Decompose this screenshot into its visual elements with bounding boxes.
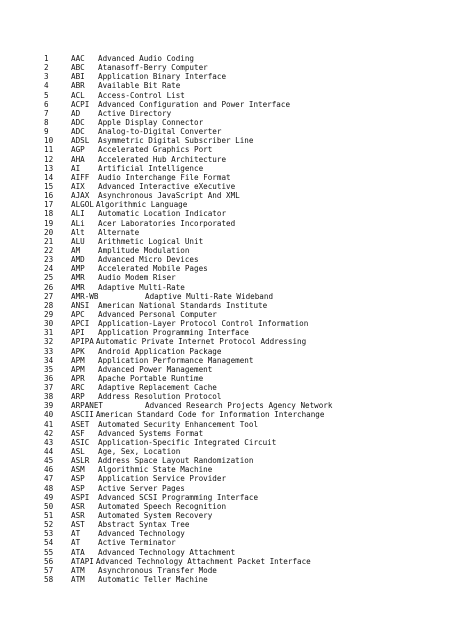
row-number: 26: [44, 282, 54, 292]
list-item: [44, 292, 332, 301]
acronym: ABR: [71, 81, 85, 91]
list-item: [44, 410, 332, 419]
acronym: ASF: [71, 428, 85, 438]
acronym-definition: Abstract Syntax Tree: [98, 520, 190, 530]
list-item: [44, 145, 332, 154]
acronym: ASIC: [71, 437, 90, 447]
acronym: ASR: [71, 501, 85, 511]
row-number: 32: [44, 337, 54, 347]
list-item: [44, 246, 332, 255]
acronym-definition: Automated System Recovery: [98, 511, 213, 521]
row-number: 48: [44, 483, 54, 493]
acronym: APM: [71, 364, 85, 374]
list-item: [44, 182, 332, 191]
acronym: AHA: [71, 154, 85, 164]
acronym: ARP: [71, 392, 85, 402]
acronym: AMP: [71, 264, 85, 274]
acronym: ACL: [71, 90, 85, 100]
list-item: [44, 538, 332, 547]
acronym-definition: Adaptive Multi-Rate Wideband: [145, 291, 274, 301]
row-number: 18: [44, 209, 54, 219]
acronym: ASPI: [71, 492, 90, 502]
acronym: AM: [71, 245, 81, 255]
acronym-definition: Automated Speech Recognition: [98, 501, 227, 511]
acronym-definition: Advanced Technology: [98, 529, 185, 539]
acronym: ASP: [71, 483, 85, 493]
acronym-definition: Asynchronous JavaScript And XML: [98, 191, 240, 201]
acronym: ABI: [71, 72, 85, 82]
row-number: 37: [44, 383, 54, 393]
row-number: 16: [44, 191, 54, 201]
row-number: 50: [44, 501, 54, 511]
acronym-definition: Access-Control List: [98, 90, 185, 100]
list-item: [44, 356, 332, 365]
acronym: AGP: [71, 145, 85, 155]
acronym: ABC: [71, 63, 85, 73]
list-item: [44, 54, 332, 63]
row-number: 31: [44, 328, 54, 338]
acronym-definition: Accelerated Graphics Port: [98, 145, 213, 155]
row-number: 57: [44, 565, 54, 575]
acronym-definition: Automatic Location Indicator: [98, 209, 227, 219]
row-number: 12: [44, 154, 54, 164]
acronym-definition: Advanced SCSI Programming Interface: [98, 492, 259, 502]
acronym-definition: Address Space Layout Randomization: [98, 456, 254, 466]
row-number: 39: [44, 401, 54, 411]
list-item: [44, 456, 332, 465]
acronym-definition: Accelerated Hub Architecture: [98, 154, 227, 164]
row-number: 45: [44, 456, 54, 466]
list-item: [44, 328, 332, 337]
acronym: ASL: [71, 447, 85, 457]
list-item: [44, 310, 332, 319]
acronym-definition: Acer Laboratories Incorporated: [98, 218, 236, 228]
row-number: 52: [44, 520, 54, 530]
acronym-definition: Application-Layer Protocol Control Information: [98, 319, 309, 329]
acronym: AIFF: [71, 172, 90, 182]
row-number: 41: [44, 419, 54, 429]
list-item: [44, 347, 332, 356]
row-number: 36: [44, 373, 54, 383]
list-item: [44, 438, 332, 447]
list-item: [44, 447, 332, 456]
list-item: [44, 209, 332, 218]
list-item: [44, 383, 332, 392]
acronym-definition: Algorithmic State Machine: [98, 465, 213, 475]
row-number: 11: [44, 145, 54, 155]
row-number: 2: [44, 63, 49, 73]
row-number: 30: [44, 319, 54, 329]
row-number: 58: [44, 575, 54, 585]
acronym-definition: Analog-to-Digital Converter: [98, 127, 222, 137]
list-item: [44, 155, 332, 164]
list-item: [44, 465, 332, 474]
list-item: [44, 557, 332, 566]
list-item: [44, 484, 332, 493]
acronym-definition: Apache Portable Runtime: [98, 373, 204, 383]
list-item: [44, 283, 332, 292]
acronym-definition: Advanced Interactive eXecutive: [98, 181, 236, 191]
acronym: ALGOL: [71, 200, 94, 210]
list-item: [44, 429, 332, 438]
list-item: [44, 237, 332, 246]
acronym-definition: Active Server Pages: [98, 483, 185, 493]
list-item: [44, 81, 332, 90]
acronym-definition: Adaptive Replacement Cache: [98, 383, 217, 393]
acronym: ATM: [71, 565, 85, 575]
list-item: [44, 164, 332, 173]
acronym: APK: [71, 346, 85, 356]
acronym: APM: [71, 355, 85, 365]
row-number: 53: [44, 529, 54, 539]
acronym-definition: Audio Modem Riser: [98, 273, 176, 283]
list-item: [44, 91, 332, 100]
row-number: 7: [44, 108, 49, 118]
row-number: 54: [44, 538, 54, 548]
acronym-definition: Arithmetic Logical Unit: [98, 236, 204, 246]
list-item: [44, 511, 332, 520]
acronym-definition: Automated Security Enhancement Tool: [98, 419, 259, 429]
acronym-definition: Advanced Research Projects Agency Network: [145, 401, 333, 411]
acronym-definition: Available Bit Rate: [98, 81, 181, 91]
list-item: [44, 127, 332, 136]
acronym-list: [44, 54, 332, 584]
row-number: 33: [44, 346, 54, 356]
acronym: ADC: [71, 127, 85, 137]
list-item: [44, 502, 332, 511]
acronym: APIPA: [71, 337, 94, 347]
acronym: AT: [71, 538, 81, 548]
list-item: [44, 264, 332, 273]
acronym: ASCII: [71, 410, 94, 420]
row-number: 6: [44, 99, 49, 109]
acronym-definition: Advanced Personal Computer: [98, 309, 217, 319]
acronym: ALi: [71, 218, 85, 228]
acronym: ALU: [71, 236, 85, 246]
list-item: [44, 301, 332, 310]
acronym: ARC: [71, 383, 85, 393]
list-item: [44, 173, 332, 182]
list-item: [44, 228, 332, 237]
acronym: AAC: [71, 54, 85, 63]
acronym-definition: Advanced Power Management: [98, 364, 213, 374]
row-number: 19: [44, 218, 54, 228]
acronym-definition: Advanced Audio Coding: [98, 54, 195, 63]
acronym-definition: Application Service Provider: [98, 474, 227, 484]
acronym: AIX: [71, 181, 85, 191]
acronym-definition: American Standard Code for Information Interchange: [95, 410, 325, 420]
row-number: 47: [44, 474, 54, 484]
list-item: [44, 200, 332, 209]
acronym: AI: [71, 163, 81, 173]
row-number: 27: [44, 291, 54, 301]
list-item: [44, 100, 332, 109]
acronym-definition: Artificial Intelligence: [98, 163, 204, 173]
row-number: 25: [44, 273, 54, 283]
row-number: 3: [44, 72, 49, 82]
row-number: 40: [44, 410, 54, 420]
acronym: AMR-WB: [71, 291, 99, 301]
acronym: ASP: [71, 474, 85, 484]
acronym: API: [71, 328, 85, 338]
row-number: 51: [44, 511, 54, 521]
row-number: 5: [44, 90, 49, 100]
row-number: 24: [44, 264, 54, 274]
row-number: 38: [44, 392, 54, 402]
acronym: APC: [71, 309, 85, 319]
row-number: 46: [44, 465, 54, 475]
acronym-definition: Atanasoff-Berry Computer: [98, 63, 208, 73]
row-number: 22: [44, 245, 54, 255]
list-item: [44, 319, 332, 328]
list-item: [44, 118, 332, 127]
acronym-definition: Alternate: [98, 227, 140, 237]
acronym: AMR: [71, 273, 85, 283]
acronym: AMD: [71, 255, 85, 265]
acronym: ATA: [71, 547, 85, 557]
row-number: 14: [44, 172, 54, 182]
row-number: 9: [44, 127, 49, 137]
row-number: 49: [44, 492, 54, 502]
acronym-definition: Asynchronous Transfer Mode: [98, 565, 217, 575]
acronym: ALI: [71, 209, 85, 219]
acronym-definition: Automatic Private Internet Protocol Addressing: [95, 337, 307, 347]
acronym-definition: Application-Specific Integrated Circuit: [98, 437, 277, 447]
acronym: ATAPI: [71, 556, 94, 566]
acronym: ASLR: [71, 456, 90, 466]
list-item: [44, 566, 332, 575]
acronym: ATM: [71, 575, 85, 585]
list-item: [44, 520, 332, 529]
list-item: [44, 493, 332, 502]
acronym-definition: Adaptive Multi-Rate: [98, 282, 185, 292]
row-number: 10: [44, 136, 54, 146]
list-item: [44, 63, 332, 72]
row-number: 29: [44, 309, 54, 319]
list-item: [44, 191, 332, 200]
acronym: ANSI: [71, 300, 90, 310]
list-item: [44, 365, 332, 374]
acronym: ASM: [71, 465, 85, 475]
row-number: 20: [44, 227, 54, 237]
row-number: 1: [44, 54, 49, 63]
acronym: AMR: [71, 282, 85, 292]
row-number: 44: [44, 447, 54, 457]
acronym: APCI: [71, 319, 90, 329]
row-number: 56: [44, 556, 54, 566]
list-item: [44, 575, 332, 584]
acronym: AT: [71, 529, 81, 539]
acronym-definition: Algorithmic Language: [95, 200, 188, 210]
row-number: 8: [44, 117, 49, 127]
acronym: ASR: [71, 511, 85, 521]
acronym: ARPANET: [71, 401, 104, 411]
row-number: 21: [44, 236, 54, 246]
list-item: [44, 392, 332, 401]
acronym-definition: Active Directory: [98, 108, 172, 118]
list-item: [44, 273, 332, 282]
acronym-definition: Automatic Teller Machine: [98, 575, 208, 585]
acronym-definition: Amplitude Modulation: [98, 245, 190, 255]
list-item: [44, 420, 332, 429]
acronym-definition: Active Terminator: [98, 538, 176, 548]
acronym: AD: [71, 108, 81, 118]
acronym-definition: Android Application Package: [98, 346, 222, 356]
acronym-definition: Application Performance Management: [98, 355, 254, 365]
acronym: Alt: [71, 227, 85, 237]
acronym: AJAX: [71, 191, 90, 201]
list-item: [44, 474, 332, 483]
acronym-definition: Advanced Systems Format: [98, 428, 204, 438]
acronym: ADSL: [71, 136, 90, 146]
list-item: [44, 337, 332, 346]
acronym-definition: Advanced Micro Devices: [98, 255, 199, 265]
acronym-definition: Application Binary Interface: [98, 72, 227, 82]
row-number: 42: [44, 428, 54, 438]
acronym-definition: Accelerated Mobile Pages: [98, 264, 208, 274]
acronym-definition: Advanced Configuration and Power Interface: [98, 99, 291, 109]
acronym-definition: Apple Display Connector: [98, 117, 204, 127]
row-number: 43: [44, 437, 54, 447]
row-number: 35: [44, 364, 54, 374]
row-number: 55: [44, 547, 54, 557]
list-item: [44, 219, 332, 228]
row-number: 15: [44, 181, 54, 191]
acronym-definition: Application Programming Interface: [98, 328, 249, 338]
list-item: [44, 548, 332, 557]
list-item: [44, 136, 332, 145]
acronym-definition: Advanced Technology Attachment Packet Interface: [95, 556, 311, 566]
acronym-definition: American National Standards Institute: [98, 300, 268, 310]
acronym: ACPI: [71, 99, 90, 109]
list-item: [44, 374, 332, 383]
row-number: 34: [44, 355, 54, 365]
list-item: [44, 72, 332, 81]
list-item: [44, 529, 332, 538]
acronym: ADC: [71, 117, 85, 127]
row-number: 23: [44, 255, 54, 265]
list-item: [44, 401, 332, 410]
acronym-definition: Age, Sex, Location: [98, 447, 181, 457]
acronym-definition: Audio Interchange File Format: [98, 172, 231, 182]
row-number: 4: [44, 81, 49, 91]
row-number: 17: [44, 200, 54, 210]
row-number: 13: [44, 163, 54, 173]
acronym: AST: [71, 520, 85, 530]
acronym: ASET: [71, 419, 90, 429]
row-number: 28: [44, 300, 54, 310]
acronym-definition: Address Resolution Protocol: [98, 392, 222, 402]
list-item: [44, 255, 332, 264]
list-item: [44, 109, 332, 118]
acronym-definition: Advanced Technology Attachment: [98, 547, 236, 557]
acronym: APR: [71, 373, 85, 383]
acronym-definition: Asymmetric Digital Subscriber Line: [98, 136, 254, 146]
